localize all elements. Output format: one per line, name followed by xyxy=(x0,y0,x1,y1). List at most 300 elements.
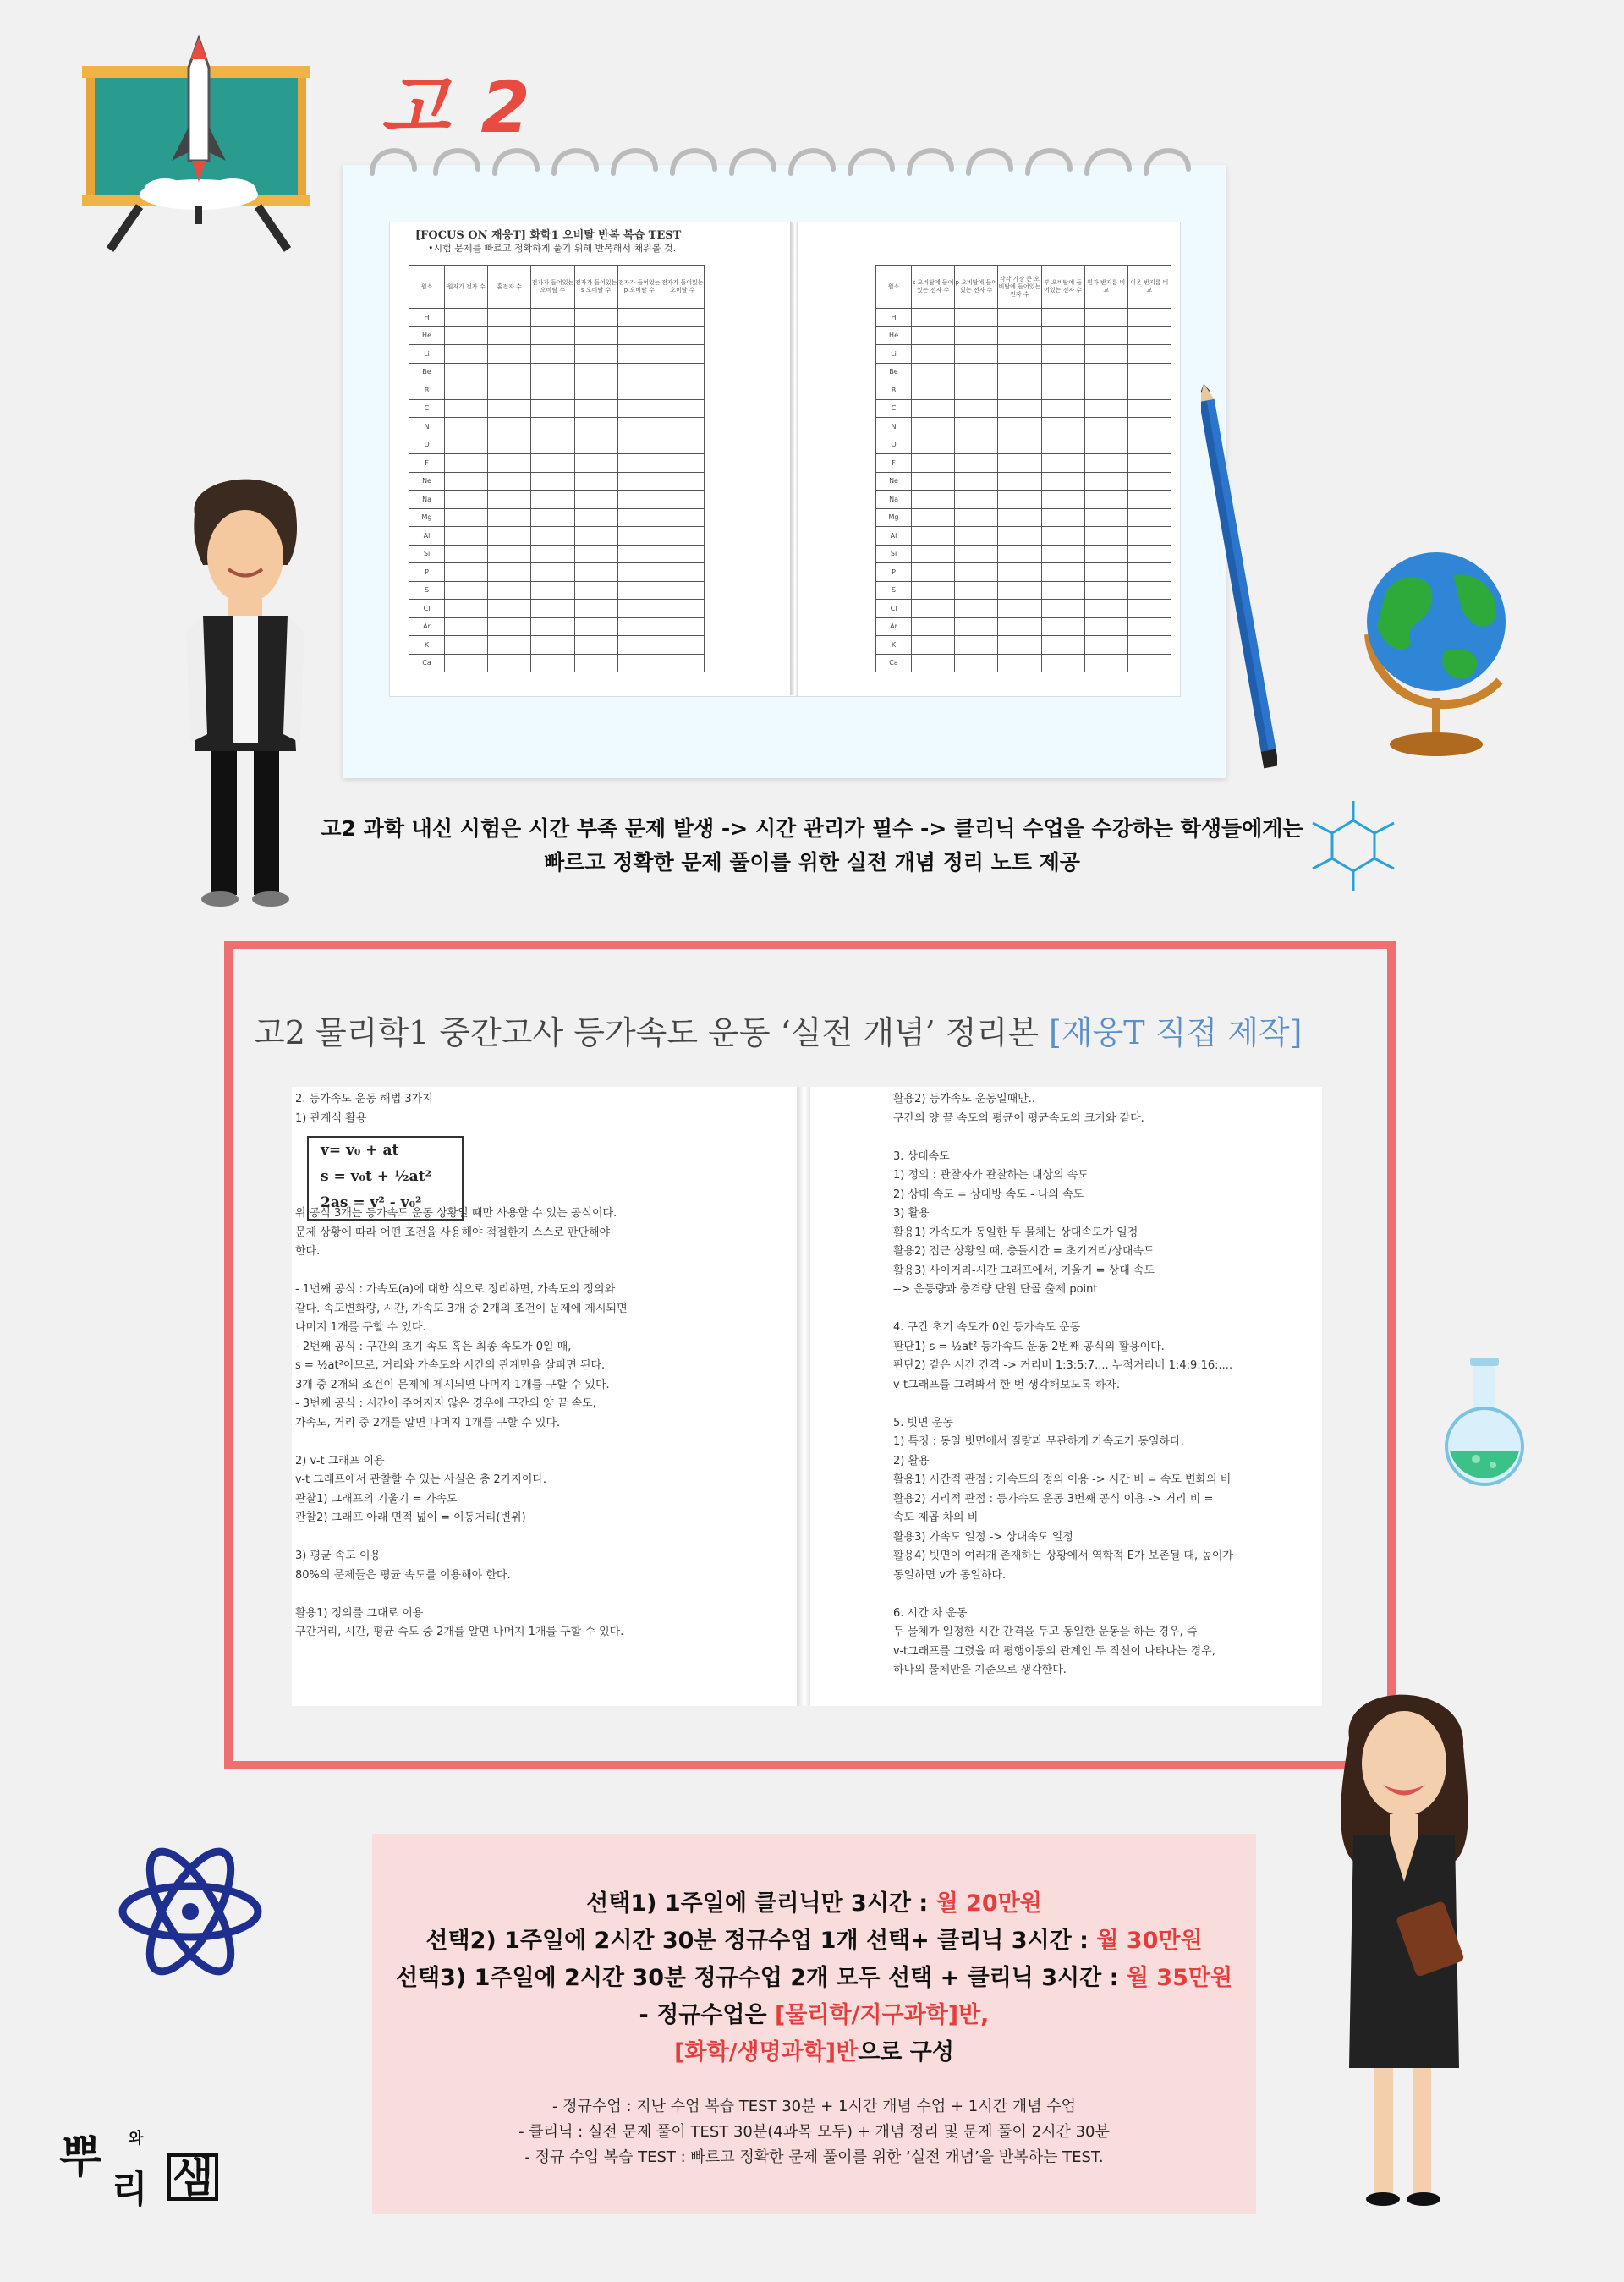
element-symbol: O xyxy=(876,436,912,454)
blank-cell xyxy=(488,472,531,491)
blank-cell xyxy=(912,545,955,563)
blank-cell xyxy=(445,581,488,600)
blank-cell xyxy=(574,563,617,582)
blank-cell xyxy=(955,436,998,454)
blank-cell xyxy=(488,454,531,473)
blank-cell xyxy=(531,454,574,473)
text-line: 관찰1) 그래프의 기울기 = 가속도 xyxy=(295,1492,458,1506)
blank-cell xyxy=(1127,363,1171,381)
blank-cell xyxy=(1084,436,1127,454)
text-line: 4. 구간 초기 속도가 0인 등가속도 운동 xyxy=(893,1321,1081,1334)
table-row xyxy=(876,508,1171,527)
blank-cell xyxy=(998,563,1041,582)
blank-cell xyxy=(1041,418,1084,436)
text-line: 판단1) s = ½at² 등가속도 운동 2번째 공식의 활용이다. xyxy=(893,1340,1165,1353)
blank-cell xyxy=(445,363,488,381)
element-symbol: Si xyxy=(876,545,912,563)
blank-cell xyxy=(1041,363,1084,381)
text-line xyxy=(295,1128,628,1148)
element-symbol: P xyxy=(409,563,445,582)
table-row xyxy=(409,472,705,491)
text-line xyxy=(295,1186,628,1205)
blank-cell xyxy=(1127,345,1171,364)
blank-cell xyxy=(1127,399,1171,418)
blank-cell xyxy=(488,363,531,381)
table-row xyxy=(409,617,705,636)
left-header-2: 홀전자 수 xyxy=(488,266,531,309)
blank-cell xyxy=(912,581,955,600)
text-line xyxy=(893,1395,1233,1414)
blank-cell xyxy=(617,491,661,509)
blank-cell xyxy=(661,636,704,655)
blank-cell xyxy=(661,654,704,672)
blank-cell xyxy=(1127,381,1171,400)
blank-cell xyxy=(531,617,574,636)
element-symbol: Be xyxy=(409,363,445,381)
blank-cell xyxy=(661,508,704,527)
table-row xyxy=(409,581,705,600)
blank-cell xyxy=(661,600,704,618)
intro-text xyxy=(304,812,1320,880)
blank-cell xyxy=(617,563,661,582)
text-line: 위 공식 3개는 등가속도 운동 상황일 때만 사용할 수 있는 공식이다. xyxy=(295,1207,617,1220)
blank-cell xyxy=(531,381,574,400)
blank-cell xyxy=(1041,600,1084,618)
blank-cell xyxy=(1041,345,1084,364)
blank-cell xyxy=(531,654,574,672)
blank-cell xyxy=(1084,381,1127,400)
blank-cell xyxy=(574,363,617,381)
table-row xyxy=(409,326,705,345)
element-symbol: O xyxy=(409,436,445,454)
blank-cell xyxy=(531,491,574,509)
blank-cell xyxy=(488,418,531,436)
blank-cell xyxy=(531,345,574,364)
element-symbol: N xyxy=(409,418,445,436)
element-symbol: Ca xyxy=(409,654,445,672)
element-symbol: F xyxy=(876,454,912,473)
blank-cell xyxy=(998,363,1041,381)
blank-cell xyxy=(445,309,488,327)
blank-cell xyxy=(617,508,661,527)
blank-cell xyxy=(617,617,661,636)
blank-cell xyxy=(531,563,574,582)
element-symbol: Ca xyxy=(876,654,912,672)
blank-cell xyxy=(574,454,617,473)
blank-cell xyxy=(1127,326,1171,345)
note-line-2: - 클리닉 : 실전 문제 풀이 TEST 30분(4과목 모두) + 개념 정리 및 문제 풀이 2시간 30분 xyxy=(518,2123,1110,2141)
blank-cell xyxy=(912,454,955,473)
text-line xyxy=(295,1585,628,1605)
element-symbol: P xyxy=(876,563,912,582)
left-header-6: 전자가 들어있는 오비탈 수 xyxy=(661,266,704,309)
logo-part-2: 와 xyxy=(129,2130,144,2148)
table-row xyxy=(409,491,705,509)
blank-cell xyxy=(998,636,1041,655)
physics-title-accent: [재웅T 직접 제작] xyxy=(1049,1014,1303,1051)
blank-cell xyxy=(488,508,531,527)
physics-title xyxy=(254,1007,1302,1053)
orbital-table-left xyxy=(409,265,705,672)
text-line xyxy=(295,1166,628,1186)
blank-cell xyxy=(998,309,1041,327)
blank-cell xyxy=(617,345,661,364)
blank-cell xyxy=(1084,399,1127,418)
blank-cell xyxy=(445,654,488,672)
table-row xyxy=(876,345,1171,364)
blank-cell xyxy=(488,636,531,655)
text-line: 2) 활용 xyxy=(893,1454,930,1467)
test-sheet-subtitle: •시험 문제를 빠르고 정확하게 풀기 위해 반복해서 채워볼 것. xyxy=(428,243,676,254)
blank-cell xyxy=(574,636,617,655)
text-line: 관찰2) 그래프 아래 면적 넓이 = 이동거리(변위) xyxy=(295,1511,526,1524)
test-sheet-left xyxy=(389,222,797,697)
blank-cell xyxy=(1041,436,1084,454)
text-line: --> 운동량과 충격량 단원 단골 출제 point xyxy=(893,1283,1098,1296)
text-line xyxy=(893,1128,1233,1148)
blank-cell xyxy=(445,563,488,582)
blank-cell xyxy=(617,654,661,672)
blank-cell xyxy=(1041,617,1084,636)
element-symbol: Si xyxy=(409,545,445,563)
blank-cell xyxy=(488,309,531,327)
text-line: 구간의 양 끝 속도의 평균이 평균속도의 크기와 같다. xyxy=(893,1111,1144,1125)
table-row xyxy=(876,381,1171,400)
blank-cell xyxy=(617,363,661,381)
element-symbol: Li xyxy=(409,345,445,364)
blank-cell xyxy=(1041,326,1084,345)
blank-cell xyxy=(1127,527,1171,546)
regular-suffix: 으로 구성 xyxy=(858,2039,954,2065)
blank-cell xyxy=(912,508,955,527)
blank-cell xyxy=(1084,345,1127,364)
blank-cell xyxy=(1084,654,1127,672)
blank-cell xyxy=(955,454,998,473)
blank-cell xyxy=(1084,454,1127,473)
table-row xyxy=(409,636,705,655)
option-2-price: 월 30만원 xyxy=(1096,1928,1203,1954)
blank-cell xyxy=(445,345,488,364)
blank-cell xyxy=(955,472,998,491)
blank-cell xyxy=(531,309,574,327)
element-symbol: Li xyxy=(876,345,912,364)
blank-cell xyxy=(955,581,998,600)
text-line: 1) 관계식 활용 xyxy=(295,1111,367,1125)
blank-cell xyxy=(1084,581,1127,600)
blank-cell xyxy=(574,491,617,509)
blank-cell xyxy=(531,508,574,527)
table-row xyxy=(409,545,705,563)
blank-cell xyxy=(617,381,661,400)
blank-cell xyxy=(955,636,998,655)
blank-cell xyxy=(488,326,531,345)
blank-cell xyxy=(998,508,1041,527)
logo-part-1: 뿌 xyxy=(59,2132,102,2183)
blank-cell xyxy=(1041,472,1084,491)
table-row xyxy=(876,581,1171,600)
table-row xyxy=(876,418,1171,436)
element-symbol: K xyxy=(409,636,445,655)
text-line xyxy=(893,1300,1233,1319)
blank-cell xyxy=(574,436,617,454)
text-line: 3개 중 2개의 조건이 문제에 제시되면 나머지 1개를 구할 수 있다. xyxy=(295,1378,610,1391)
table-row xyxy=(876,636,1171,655)
element-symbol: Cl xyxy=(876,600,912,618)
text-line: 활용1) 정의를 그대로 이용 xyxy=(295,1606,424,1620)
physics-title-main: 고2 물리학1 중간고사 등가속도 운동 ‘실전 개념’ 정리본 xyxy=(254,1014,1039,1051)
blank-cell xyxy=(1041,527,1084,546)
left-header-5: 전자가 들어있는 p 오비탈 수 xyxy=(617,266,661,309)
table-row xyxy=(409,345,705,364)
blank-cell xyxy=(1084,545,1127,563)
blank-cell xyxy=(445,508,488,527)
text-line: 2) 상대 속도 = 상대방 속도 - 나의 속도 xyxy=(893,1188,1084,1201)
blank-cell xyxy=(955,491,998,509)
text-line: 한다. xyxy=(295,1245,321,1258)
blank-cell xyxy=(912,363,955,381)
element-symbol: B xyxy=(409,381,445,400)
blank-cell xyxy=(1084,563,1127,582)
formula-1: v= v₀ + at xyxy=(321,1142,399,1159)
blank-cell xyxy=(955,399,998,418)
blank-cell xyxy=(912,472,955,491)
flask-icon xyxy=(1438,1353,1531,1489)
blank-cell xyxy=(531,527,574,546)
right-header-4: 부 오비탈에 들어있는 전자 수 xyxy=(1041,266,1084,309)
table-row xyxy=(876,600,1171,618)
intro-line-1: 고2 과학 내신 시험은 시간 부족 문제 발생 -> 시간 관리가 필수 -> 클리닉 수업을 수강하는 학생들에게는 xyxy=(321,816,1303,841)
blank-cell xyxy=(617,418,661,436)
page-title: 고 2 xyxy=(381,66,534,149)
text-line: 두 물체가 일정한 시간 간격을 두고 동일한 운동을 하는 경우, 즉 xyxy=(893,1626,1198,1638)
teacher-female-icon xyxy=(1324,1679,1484,2220)
blank-cell xyxy=(445,617,488,636)
blank-cell xyxy=(998,617,1041,636)
blank-cell xyxy=(955,545,998,563)
blank-cell xyxy=(617,581,661,600)
blank-cell xyxy=(488,381,531,400)
text-line: 활용3) 사이거리-시간 그래프에서, 기울기 = 상대 속도 xyxy=(893,1264,1155,1277)
text-line: 활용1) 가속도가 동일한 두 물체는 상대속도가 일정 xyxy=(893,1226,1138,1239)
blank-cell xyxy=(1127,617,1171,636)
left-header-0: 원소 xyxy=(409,266,445,309)
blank-cell xyxy=(955,418,998,436)
logo-part-3: 리 xyxy=(112,2168,148,2211)
blank-cell xyxy=(998,326,1041,345)
text-line: v-t 그래프에서 관찰할 수 있는 사실은 총 2가지이다. xyxy=(295,1473,547,1486)
table-row xyxy=(409,563,705,582)
right-header-5: 원자 반지름 비교 xyxy=(1084,266,1127,309)
blank-cell xyxy=(1084,527,1127,546)
blank-cell xyxy=(1084,617,1127,636)
blank-cell xyxy=(1084,600,1127,618)
element-symbol: He xyxy=(876,326,912,345)
pricing-option-3 xyxy=(372,1959,1256,1992)
blank-cell xyxy=(661,472,704,491)
blank-cell xyxy=(531,581,574,600)
option-1-text: 선택1) 1주일에 클리닉만 3시간 : xyxy=(586,1890,936,1917)
intro-line-2: 빠르고 정확한 문제 풀이를 위한 실전 개념 정리 노트 제공 xyxy=(544,850,1080,875)
blank-cell xyxy=(574,508,617,527)
blank-cell xyxy=(998,472,1041,491)
blank-cell xyxy=(488,563,531,582)
text-line: 활용2) 등가속도 운동일때만.. xyxy=(893,1093,1036,1105)
option-1-price: 월 20만원 xyxy=(935,1890,1042,1917)
table-row xyxy=(876,617,1171,636)
text-line: s = ½at²이므로, 거리와 가속도와 시간의 관계만을 살피면 된다. xyxy=(295,1359,606,1372)
blank-cell xyxy=(1127,418,1171,436)
blank-cell xyxy=(574,381,617,400)
blank-cell xyxy=(998,418,1041,436)
blank-cell xyxy=(1127,600,1171,618)
table-row xyxy=(409,399,705,418)
blank-cell xyxy=(1127,454,1171,473)
globe-icon xyxy=(1352,541,1521,761)
text-line: 문제 상황에 따라 어떤 조건을 사용해야 적절한지 스스로 판단해야 xyxy=(295,1226,611,1239)
blank-cell xyxy=(661,345,704,364)
element-symbol: K xyxy=(876,636,912,655)
blank-cell xyxy=(1084,418,1127,436)
blank-cell xyxy=(1041,508,1084,527)
blank-cell xyxy=(661,418,704,436)
blank-cell xyxy=(574,581,617,600)
element-symbol: B xyxy=(876,381,912,400)
table-row xyxy=(876,545,1171,563)
blank-cell xyxy=(1084,309,1127,327)
text-line: - 2번째 공식 : 구간의 초기 속도 혹은 최종 속도가 0일 때, xyxy=(295,1340,572,1353)
blank-cell xyxy=(1041,636,1084,655)
regular-subjects-2: [화학/생명과학]반 xyxy=(674,2039,859,2065)
test-sheet-right xyxy=(797,222,1181,697)
blank-cell xyxy=(912,654,955,672)
blank-cell xyxy=(912,617,955,636)
blank-cell xyxy=(955,654,998,672)
regular-class-line-2 xyxy=(372,2033,1256,2066)
text-line: 6. 시간 차 운동 xyxy=(893,1606,968,1620)
text-line: 가속도, 거리 중 2개를 알면 나머지 1개를 구할 수 있다. xyxy=(295,1416,561,1429)
regular-subjects-1: [물리학/지구과학]반, xyxy=(774,2002,990,2028)
element-symbol: Ne xyxy=(876,472,912,491)
table-row xyxy=(409,454,705,473)
blank-cell xyxy=(617,454,661,473)
blank-cell xyxy=(488,617,531,636)
blank-cell xyxy=(1084,508,1127,527)
blank-cell xyxy=(617,545,661,563)
molecule-icon xyxy=(1303,799,1404,892)
text-line: 2. 등가속도 운동 해법 3가지 xyxy=(295,1093,433,1105)
orbital-table-right xyxy=(875,265,1171,672)
blank-cell xyxy=(445,436,488,454)
table-row xyxy=(876,363,1171,381)
blank-cell xyxy=(617,436,661,454)
rocket-board-icon xyxy=(80,34,313,254)
blank-cell xyxy=(1084,491,1127,509)
right-header-3: 각각 가장 큰 오비탈에 들어있는 전자 수 xyxy=(998,266,1041,309)
text-line: v-t그래프를 그려봐서 한 번 생각해보도록 하자. xyxy=(893,1378,1120,1391)
blank-cell xyxy=(574,617,617,636)
text-line: 활용2) 거리적 관점 : 등가속도 운동 3번째 공식 이용 -> 거리 비 = xyxy=(893,1492,1214,1506)
blank-cell xyxy=(661,545,704,563)
table-row xyxy=(876,326,1171,345)
blank-cell xyxy=(445,399,488,418)
blank-cell xyxy=(574,418,617,436)
blank-cell xyxy=(912,418,955,436)
element-symbol: Al xyxy=(876,527,912,546)
blank-cell xyxy=(445,381,488,400)
blank-cell xyxy=(661,617,704,636)
pricing-option-2 xyxy=(372,1922,1256,1955)
element-symbol: C xyxy=(876,399,912,418)
blank-cell xyxy=(531,363,574,381)
blank-cell xyxy=(998,527,1041,546)
table-row xyxy=(876,454,1171,473)
blank-cell xyxy=(912,600,955,618)
table-row xyxy=(876,491,1171,509)
physics-doc-left xyxy=(292,1087,799,1706)
blank-cell xyxy=(1041,654,1084,672)
blank-cell xyxy=(488,600,531,618)
table-row xyxy=(409,309,705,327)
blank-cell xyxy=(998,345,1041,364)
left-header-4: 전자가 들어있는 s 오비탈 수 xyxy=(574,266,617,309)
text-line: 판단2) 같은 시간 간격 -> 거리비 1:3:5:7.... 누적거리비 1:4:9:16:.... xyxy=(893,1359,1233,1372)
blank-cell xyxy=(574,326,617,345)
blank-cell xyxy=(1084,636,1127,655)
element-symbol: H xyxy=(876,309,912,327)
blank-cell xyxy=(1041,563,1084,582)
blank-cell xyxy=(574,399,617,418)
blank-cell xyxy=(912,636,955,655)
text-line: 활용4) 빗면이 여러개 존재하는 상황에서 역학적 E가 보존될 때, 높이가 xyxy=(893,1550,1233,1562)
table-row xyxy=(409,600,705,618)
blank-cell xyxy=(574,309,617,327)
blank-cell xyxy=(955,563,998,582)
text-line: - 1번째 공식 : 가속도(a)에 대한 식으로 정리하면, 가속도의 정의와 xyxy=(295,1283,616,1296)
blank-cell xyxy=(574,472,617,491)
logo-part-4: 샘 xyxy=(167,2153,218,2201)
element-symbol: He xyxy=(409,326,445,345)
blank-cell xyxy=(617,636,661,655)
regular-class-line-1 xyxy=(372,1996,1256,2029)
text-line xyxy=(295,1262,628,1281)
blank-cell xyxy=(531,545,574,563)
table-row xyxy=(876,563,1171,582)
right-header-6: 이온 반지름 비교 xyxy=(1127,266,1171,309)
table-row xyxy=(409,381,705,400)
element-symbol: Be xyxy=(876,363,912,381)
table-row xyxy=(876,654,1171,672)
text-line: 3. 상대속도 xyxy=(893,1149,950,1163)
table-row xyxy=(409,527,705,546)
note-line-1: - 정규수업 : 지난 수업 복습 TEST 30분 + 1시간 개념 수업 + 1시간 개념 수업 xyxy=(551,2098,1077,2115)
text-line xyxy=(893,1585,1233,1605)
blank-cell xyxy=(445,527,488,546)
left-header-1: 원자가 전자 수 xyxy=(445,266,488,309)
blank-cell xyxy=(912,563,955,582)
blank-cell xyxy=(445,636,488,655)
blank-cell xyxy=(912,345,955,364)
blank-cell xyxy=(1084,363,1127,381)
blank-cell xyxy=(445,600,488,618)
blank-cell xyxy=(1127,472,1171,491)
blank-cell xyxy=(998,381,1041,400)
element-symbol: Al xyxy=(409,527,445,546)
blank-cell xyxy=(1127,654,1171,672)
blank-cell xyxy=(1127,563,1171,582)
blank-cell xyxy=(1041,581,1084,600)
formula-2: s = v₀t + ½at² xyxy=(321,1168,431,1185)
blank-cell xyxy=(1041,381,1084,400)
